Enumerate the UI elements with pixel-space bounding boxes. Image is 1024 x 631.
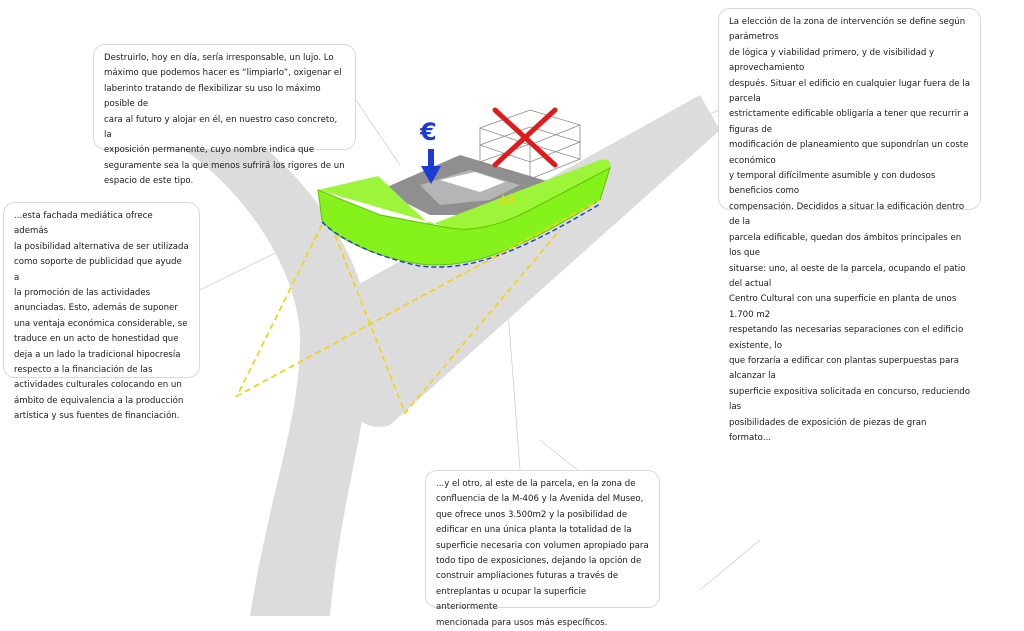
note-existing-building: Destruirlo, hoy en día, sería irresponsable, un lujo. Lo máximo que podemos hacer es “limpiarlo”, oxigenar el laberinto tratando de flexibilizar su uso lo máximo posible de cara al futuro y alojar en él, en nuestro caso concreto, la exposición permanente, cuyo nombre indica que seguramente sea la que menos sufrirá los rigores de un espacio de este tipo. xyxy=(93,44,356,150)
diagonal-road xyxy=(330,95,720,427)
note-media-facade: ...esta fachada mediática ofrece además la posibilidad alternativa de ser utilizada como soporte de publicidad que ayude a la promoción de las actividades anunciadas. Esto, además de suponer una ventaja económica considerable, se traduce en un acto de honestidad que deja a un lado la tradicional hipocresía respecto a la financiación de las actividades culturales colocando en un ámbito de equivalencia a la producción artística y sus fuentes de financiación. xyxy=(3,202,200,378)
note-site-selection: La elección de la zona de intervención se define según parámetros de lógica y viabilidad primero, y de visibilidad y aprovechamiento después. Situar el edificio en cualquier lugar fuera de la parcela estrictamente edificable obligaría a tener que recurrir a figuras de modificación de planeamiento que supondrían un coste económico y temporal difícilmente asumible y con dudosos beneficios como compensación. Decididos a situar la edificación dentro de la parcela edificable, quedan dos ámbitos principales en los que situarse: uno, al oeste de la parcela, ocupando el patio del actual Centro Cultural con una superficie en planta de unos 1.700 m2 respetando las necesarias separaciones con el edificio existente, lo que forzaría a edificar con plantas superpuestas para alcanzar la superficie expositiva solicitada en concurso, reduciendo las posibilidades de exposición de piezas de gran formato... xyxy=(718,8,981,210)
note-east-option: ...y el otro, al este de la parcela, en la zona de confluencia de la M-406 y la Avenida del Museo, que ofrece unos 3.500m2 y la posibilidad de edificar en una única planta la totalidad de la superficie necesaria con volumen apropiado para todo tipo de exposiciones, dejando la opción de construir ampliaciones futuras a través de entreplantas u ocupar la superficie anteriormente mencionada para usos más específicos. xyxy=(425,470,660,608)
euro-icon: € xyxy=(420,118,437,146)
red-cross-icon xyxy=(495,110,555,165)
